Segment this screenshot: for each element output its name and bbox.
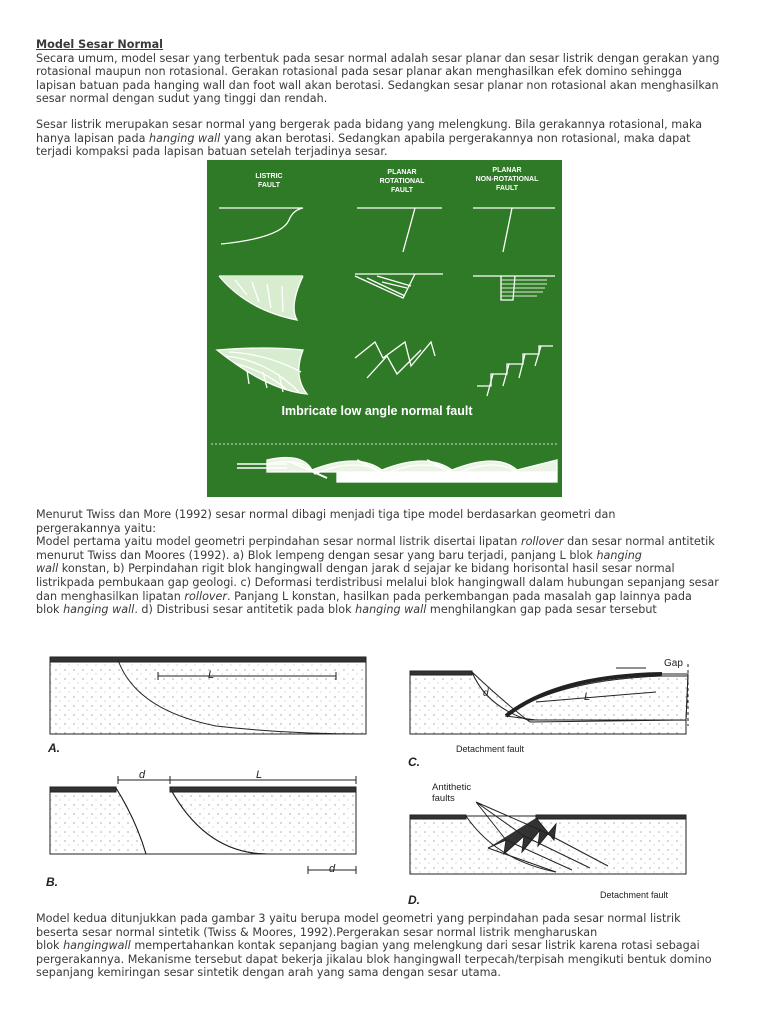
row-initial — [219, 208, 555, 252]
panel-a-length: L — [208, 669, 215, 681]
model-two-line-1: Model kedua ditunjukkan pada gambar 3 yaitu berupa model geometri yang perpindahan pada sesar normal listrik — [36, 912, 681, 925]
twiss-line-7: dan menghasilkan lipatan rollover. Panjang L konstan, hasilkan pada perkembangan pada masalah gap lainnya pada — [36, 589, 692, 603]
listric-line-1: Sesar listrik merupakan sesar normal yang bergerak pada bidang yang melengkung. Bila gerakannya rotasional, maka — [36, 118, 703, 131]
panel-d — [408, 782, 686, 907]
model-two-line-2: beserta sesar normal sintetik (Twiss & Moores, 1992).Pergerakan sesar normal listrik mengharuskan — [36, 925, 598, 939]
panel-b-label: B. — [46, 875, 58, 889]
header-planar-rot-3: FAULT — [390, 187, 414, 194]
model-two-line-3: blok hangingwall mempertahankan kontak sepanjang bagian yang melengkung dari sesar listrik karena rotasi sebagai — [36, 939, 700, 953]
intro-paragraph — [36, 38, 758, 106]
imbricate-strip — [211, 444, 558, 482]
header-listric-1: LISTRIC — [255, 173, 283, 180]
twiss-line-1: Menurut Twiss dan More (1992) sesar normal dibagi menjadi tiga tipe model berdasarkan geometri dan — [36, 508, 616, 521]
panel-c — [408, 658, 688, 769]
figure1-caption: Imbricate low angle normal fault — [281, 404, 473, 418]
rollover-figure — [36, 640, 726, 912]
panel-d-antithetic-2: faults — [432, 793, 455, 804]
listric-line-2: hanya lapisan pada hanging wall yang akan berotasi. Sedangkan apabila pergerakannya non rotasional, maka dapat — [36, 131, 691, 145]
row-advanced — [217, 342, 553, 396]
panel-d-antithetic-1: Antithetic — [432, 782, 472, 793]
column-headers — [255, 167, 539, 194]
panel-b-d-top: d — [139, 769, 146, 781]
panel-c-d: d — [483, 688, 489, 699]
panel-a-label: A. — [48, 741, 60, 755]
twiss-line-2: pergerakannya yaitu: — [36, 521, 157, 535]
panel-d-detachment: Detachment fault — [600, 890, 669, 900]
fault-types-figure — [207, 160, 562, 497]
twiss-paragraph — [36, 508, 758, 617]
header-planar-nonrot-3: FAULT — [495, 185, 519, 192]
header-planar-nonrot-2: NON-ROTATIONAL — [475, 176, 539, 183]
listric-line-3: terjadi kompaksi pada lapisan batuan setelah terjadinya sesar. — [36, 145, 388, 159]
panel-a — [47, 657, 366, 755]
panel-c-length: L — [584, 691, 591, 703]
intro-line-2: rotasional maupun non rotasional. Gerakan rotasional pada sesar planar akan menghasilkan efek domino sehingga — [36, 65, 682, 79]
panel-b-d-bottom: d — [329, 863, 336, 875]
twiss-line-5: wall konstan, b) Perpindahan rigit blok hangingwall dengan jarak d sejajar ke bidang horisontal hasil sesar normal — [36, 562, 675, 576]
header-planar-rot-2: ROTATIONAL — [379, 178, 425, 185]
panel-b — [46, 769, 356, 889]
panel-c-label: C. — [408, 755, 420, 769]
model-two-line-4: pergerakannya. Mekanisme tersebut dapat bekerja jikalau blok hangingwall terpecah/terpisah mengikuti bentuk domino — [36, 952, 712, 966]
intro-line-4: sesar normal dengan sudut yang tinggi dan rendah. — [36, 92, 328, 106]
section-title: Model Sesar Normal — [36, 38, 164, 51]
row-deformed — [219, 274, 555, 320]
panel-b-length: L — [256, 769, 263, 781]
panel-d-label: D. — [408, 893, 420, 907]
twiss-line-6: listrikpada pembukaan gap geologi. c) Deformasi terdistribusi melalui blok hangingwall dalam hubungan sepanjang sesar — [36, 575, 719, 589]
listric-paragraph — [36, 118, 758, 159]
twiss-line-3: Model pertama yaitu model geometri perpindahan sesar normal listrik disertai lipatan rollover dan sesar normal antitetik — [36, 535, 715, 549]
intro-line-3: lapisan batuan pada hanging wall dan foot wall akan berotasi. Sedangkan sesar planar non rotasional akan menghasilkan — [36, 78, 719, 92]
header-planar-nonrot-1: PLANAR — [492, 167, 522, 174]
header-listric-2: FAULT — [257, 182, 281, 189]
model-two-paragraph — [36, 912, 758, 980]
twiss-line-8: blok hanging wall. d) Distribusi sesar antitetik pada blok hanging wall menghilangkan gap pada sesar tersebut — [36, 603, 657, 617]
twiss-line-4: menurut Twiss dan Moores (1992). a) Blok lempeng dengan sesar yang baru terjadi, panjang L blok hanging — [36, 548, 642, 562]
model-two-line-5: sepanjang kemiringan sesar sintetik dengan arah yang sama dengan sesar utama. — [36, 966, 501, 980]
panel-c-detachment: Detachment fault — [456, 744, 525, 754]
intro-line-1: Secara umum, model sesar yang terbentuk pada sesar normal adalah sesar planar dan sesar listrik dengan gerakan yang — [36, 51, 720, 65]
panel-c-gap: Gap — [664, 658, 683, 669]
header-planar-rot-1: PLANAR — [387, 169, 417, 176]
